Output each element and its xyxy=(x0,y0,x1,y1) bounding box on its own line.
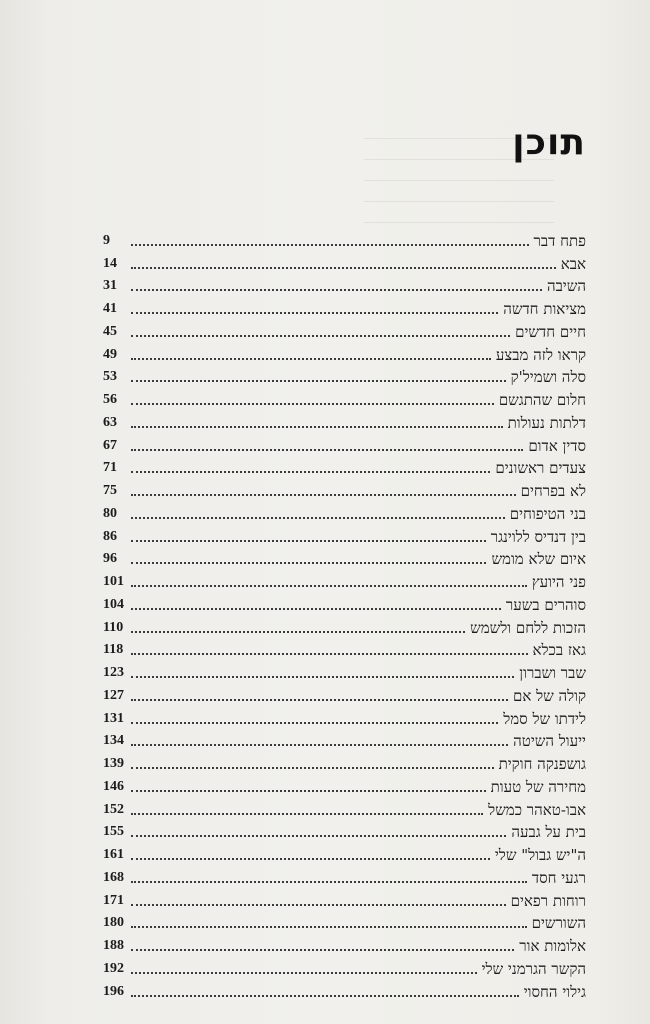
toc-page-number: 180 xyxy=(103,915,124,931)
toc-page-number: 71 xyxy=(103,460,117,476)
toc-entry-title: גושפנקה חוקית xyxy=(498,755,586,773)
toc-entry xyxy=(103,659,586,682)
toc-page-number: 123 xyxy=(103,665,124,680)
toc-entry xyxy=(103,978,586,1001)
toc-page-number: 101 xyxy=(103,574,124,589)
dot-leader xyxy=(131,403,494,405)
dot-leader xyxy=(131,608,501,610)
toc-entry-title: הקשר הגרמני שלי xyxy=(481,959,586,978)
toc-entry-title: סדין אדום xyxy=(528,436,586,455)
toc-page-number: 9 xyxy=(103,232,110,248)
dot-leader xyxy=(131,699,508,701)
dot-leader xyxy=(131,585,527,587)
dot-leader xyxy=(131,267,556,269)
toc-page-number: 127 xyxy=(103,687,124,703)
dot-leader xyxy=(131,676,514,678)
toc-entry xyxy=(103,273,586,296)
toc-entry xyxy=(103,455,586,478)
toc-page-number: 53 xyxy=(103,369,117,385)
toc-entry-title: מציאות חדשה xyxy=(503,300,586,318)
toc-page-number: 31 xyxy=(103,278,117,294)
toc-entry-title: אבו-טאהר כמשל xyxy=(488,800,586,819)
toc-page-number: 146 xyxy=(103,778,124,794)
toc-entry xyxy=(103,773,586,796)
toc-entry xyxy=(103,500,586,523)
toc-page-number: 63 xyxy=(103,414,117,430)
dot-leader xyxy=(131,813,483,815)
table-of-contents xyxy=(103,227,586,1001)
dot-leader xyxy=(131,767,494,769)
toc-entry-title: בין דנדיס ללוינגר xyxy=(490,527,586,546)
toc-page-number: 45 xyxy=(103,323,117,339)
toc-entry xyxy=(103,386,586,409)
dot-leader xyxy=(131,289,542,291)
toc-entry xyxy=(103,318,586,341)
toc-page-number: 49 xyxy=(103,346,117,362)
dot-leader xyxy=(131,471,490,473)
toc-entry-title: לידתו של סמל xyxy=(503,709,586,728)
dot-leader xyxy=(131,335,510,337)
toc-entry xyxy=(103,819,586,842)
toc-page-number: 110 xyxy=(103,619,124,635)
toc-entry-title: השיבה xyxy=(546,277,586,296)
toc-page-number: 86 xyxy=(103,528,117,544)
toc-page-number: 192 xyxy=(103,960,124,976)
toc-entry xyxy=(103,932,586,955)
toc-entry xyxy=(103,523,586,546)
toc-page-number: 188 xyxy=(103,938,124,953)
toc-entry xyxy=(103,591,586,614)
toc-entry-title: סלה ושמיל'ק xyxy=(510,368,586,387)
toc-entry-title: בני הטיפוחים xyxy=(509,504,586,523)
toc-entry xyxy=(103,477,586,500)
toc-entry-title: פני היועץ xyxy=(531,573,586,591)
dot-leader xyxy=(131,835,506,837)
dot-leader xyxy=(131,949,514,951)
toc-page-number: 155 xyxy=(103,824,124,840)
toc-entry xyxy=(103,728,586,751)
toc-page-number: 96 xyxy=(103,551,117,567)
toc-page-number: 168 xyxy=(103,869,124,885)
toc-entry-title: אלומות אור xyxy=(519,937,586,955)
toc-page-number: 80 xyxy=(103,505,117,521)
toc-entry xyxy=(103,546,586,569)
toc-entry xyxy=(103,614,586,637)
toc-entry xyxy=(103,409,586,432)
toc-entry-title: ה"יש גבול" שלי xyxy=(494,846,586,864)
toc-entry xyxy=(103,227,586,250)
page-title: תוכן xyxy=(512,122,586,163)
toc-entry xyxy=(103,341,586,364)
dot-leader xyxy=(131,972,477,974)
toc-entry-title: קראו לזה מבצע xyxy=(495,345,586,364)
dot-leader xyxy=(131,926,527,928)
toc-entry xyxy=(103,796,586,819)
toc-page-number: 67 xyxy=(103,437,117,453)
toc-entry xyxy=(103,432,586,455)
toc-page-number: 75 xyxy=(103,483,117,498)
toc-entry xyxy=(103,841,586,864)
toc-page-number: 14 xyxy=(103,255,117,271)
toc-page-number: 131 xyxy=(103,710,124,726)
dot-leader xyxy=(131,312,498,314)
toc-entry xyxy=(103,250,586,273)
dot-leader xyxy=(131,858,490,860)
toc-entry-title: ייעול השיטה xyxy=(513,732,586,751)
toc-entry-title: רוחות רפאים xyxy=(510,891,586,910)
toc-page-number: 161 xyxy=(103,847,124,862)
toc-entry-title: מחירה של טעות xyxy=(490,777,586,796)
toc-page-number: 118 xyxy=(103,642,124,658)
dot-leader xyxy=(131,358,491,360)
dot-leader xyxy=(131,517,505,519)
toc-entry-title: גילוי החסוי xyxy=(523,982,586,1001)
toc-entry-title: הזכות ללחם ולשמש xyxy=(470,618,586,637)
toc-entry xyxy=(103,750,586,773)
toc-entry-title: חיים חדשים xyxy=(515,322,586,341)
toc-page-number: 196 xyxy=(103,983,124,999)
toc-page-number: 139 xyxy=(103,756,124,771)
toc-entry-title: לא בפרחים xyxy=(520,482,586,500)
toc-page-number: 41 xyxy=(103,301,117,316)
toc-entry-title: רגעי חסד xyxy=(531,868,586,887)
dot-leader xyxy=(131,995,519,997)
dot-leader xyxy=(131,790,486,792)
toc-entry xyxy=(103,568,586,591)
dot-leader xyxy=(131,562,486,564)
dot-leader xyxy=(131,653,528,655)
toc-page-number: 171 xyxy=(103,892,124,908)
dot-leader xyxy=(131,244,529,246)
toc-entry-title: קולה של אם xyxy=(512,686,586,705)
toc-entry-title: צעדים ראשונים xyxy=(495,459,586,478)
toc-entry-title: דלתות נעולות xyxy=(507,413,586,432)
toc-entry-title: בית על גבעה xyxy=(511,823,586,842)
toc-entry xyxy=(103,910,586,933)
toc-entry-title: שבר ושברון xyxy=(519,664,586,682)
dot-leader xyxy=(131,540,486,542)
toc-entry-title: גאז בכלא xyxy=(532,641,586,660)
dot-leader xyxy=(131,904,506,906)
toc-entry xyxy=(103,682,586,705)
toc-entry-title: איום שלא מומש xyxy=(491,550,586,569)
dot-leader xyxy=(131,449,523,451)
toc-entry-title: חלום שהתגשם xyxy=(498,391,586,409)
toc-page-number: 56 xyxy=(103,392,117,407)
dot-leader xyxy=(131,380,506,382)
toc-entry xyxy=(103,637,586,660)
toc-entry xyxy=(103,887,586,910)
toc-entry-title: סוהרים בשער xyxy=(505,595,586,614)
toc-entry xyxy=(103,864,586,887)
dot-leader xyxy=(131,494,516,496)
toc-entry xyxy=(103,955,586,978)
toc-entry-title: אבא xyxy=(560,254,586,273)
toc-entry xyxy=(103,295,586,318)
toc-entry-title: השורשים xyxy=(531,914,586,933)
toc-page-number: 104 xyxy=(103,596,124,612)
toc-page-number: 152 xyxy=(103,801,124,817)
toc-entry xyxy=(103,705,586,728)
dot-leader xyxy=(131,426,503,428)
toc-entry xyxy=(103,364,586,387)
dot-leader xyxy=(131,722,498,724)
dot-leader xyxy=(131,881,527,883)
dot-leader xyxy=(131,631,465,633)
toc-entry-title: פתח דבר xyxy=(533,231,586,250)
toc-page-number: 134 xyxy=(103,733,124,749)
dot-leader xyxy=(131,744,508,746)
